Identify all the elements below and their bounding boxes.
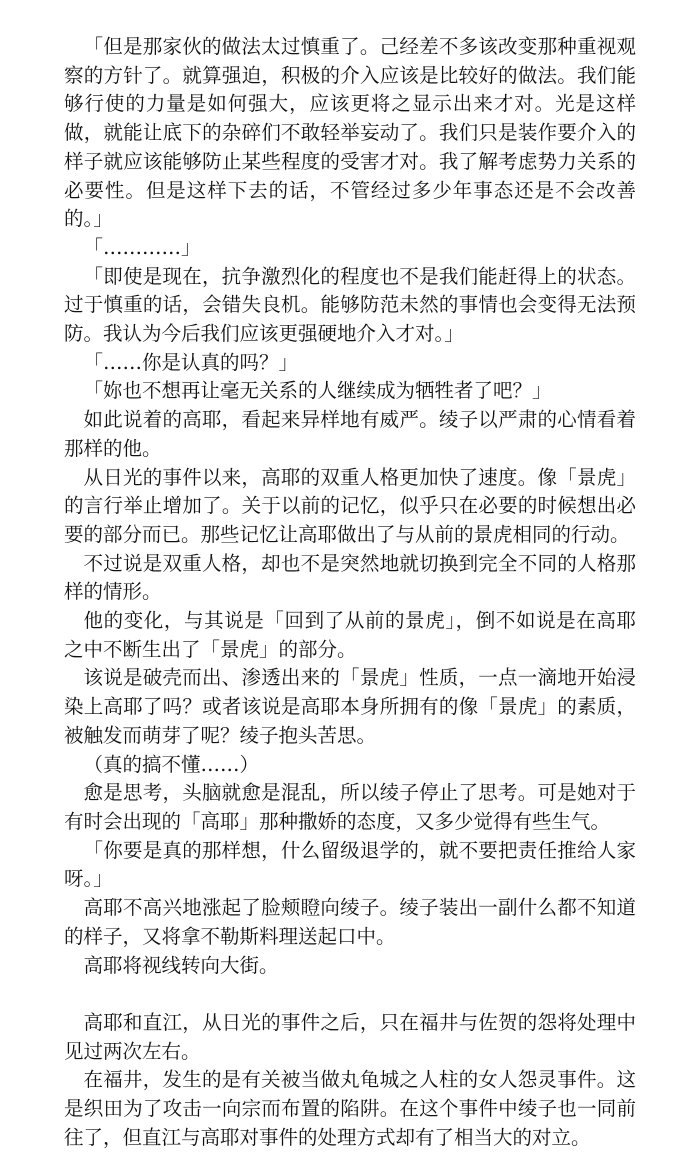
- section-break: [64, 980, 636, 1009]
- paragraph-13: 「你要是真的那样想，什么留级退学的，就不要把责任推给人家呀。」: [64, 838, 636, 891]
- paragraph-10: 该说是破壳而出、渗透出来的「景虎」性质，一点一滴地开始浸染上高耶了吗？或者该说是高耶本身所拥有的像「景虎」的素质，被触发而萌芽了呢？绫子抱头苦思。: [64, 666, 636, 747]
- paragraph-4: 「……你是认真的吗？」: [83, 350, 299, 374]
- paragraph-12: 愈是思考，头脑就愈是混乱，所以绫子停止了思考。可是她对于有时会出现的「高耶」那种撒娇的态度，又多少觉得有些生气。: [64, 781, 636, 833]
- paragraph-1: 「但是那家伙的做法太过慎重了。己经差不多该改变那种重视观察的方针了。就算强迫，积极的介入应该是比较好的做法。我们能够行使的力量是如何强大，应该更将之显示出来才对。光是这样做，就能让底下的杂碎们不敢轻举妄动了。我们只是装作要介入的样子就应该能够防止某些程度的受害才对。我了解考虑势力关系的必要性。但是这样下去的话，不管经过多少年事态还是不会改善的。」: [64, 35, 636, 231]
- paragraph-11: （真的搞不懂……）: [83, 752, 260, 776]
- paragraph-15: 高耶将视线转向大街。: [83, 953, 279, 977]
- paragraph-3: 「即使是现在，抗争激烈化的程度也不是我们能赶得上的状态。过于慎重的话，会错失良机。能够防范未然的事情也会变得无法预防。我认为今后我们应该更强硬地介入才对。」: [64, 264, 636, 346]
- paragraph-5: 「妳也不想再让毫无关系的人继续成为牺牲者了吧？」: [83, 379, 552, 403]
- paragraph-7: 从日光的事件以来，高耶的双重人格更加快了速度。像「景虎」的言行举止增加了。关于以前的记忆，似乎只在必要的时候想出必要的部分而已。那些记忆让高耶做出了与从前的景虎相同的行动。: [64, 465, 636, 546]
- paragraph-17: 在福井，发生的是有关被当做丸龟城之人柱的女人怨灵事件。这是织田为了攻击一向宗而布置的陷阱。在这个事件中绫子也一同前往了，但直江与高耶对事件的处理方式却有了相当大的对立。: [64, 1068, 636, 1149]
- paragraph-6: 如此说着的高耶，看起来异样地有威严。绫子以严肃的心情看着那样的他。: [64, 408, 636, 460]
- paragraph-14: 高耶不高兴地涨起了脸颊瞪向绫子。绫子装出一副什么都不知道的样子，又将拿不勒斯料理送起口中。: [64, 896, 636, 948]
- paragraph-8: 不过说是双重人格，却也不是突然地就切换到完全不同的人格那样的情形。: [64, 551, 636, 604]
- paragraph-2: 「…………」: [83, 235, 201, 259]
- paragraph-9: 他的变化，与其说是「回到了从前的景虎」，倒不如说是在高耶之中不断生出了「景虎」的部分。: [64, 609, 636, 661]
- paragraph-16: 高耶和直江，从日光的事件之后，只在福井与佐贺的怨将处理中见过两次左右。: [64, 1010, 636, 1063]
